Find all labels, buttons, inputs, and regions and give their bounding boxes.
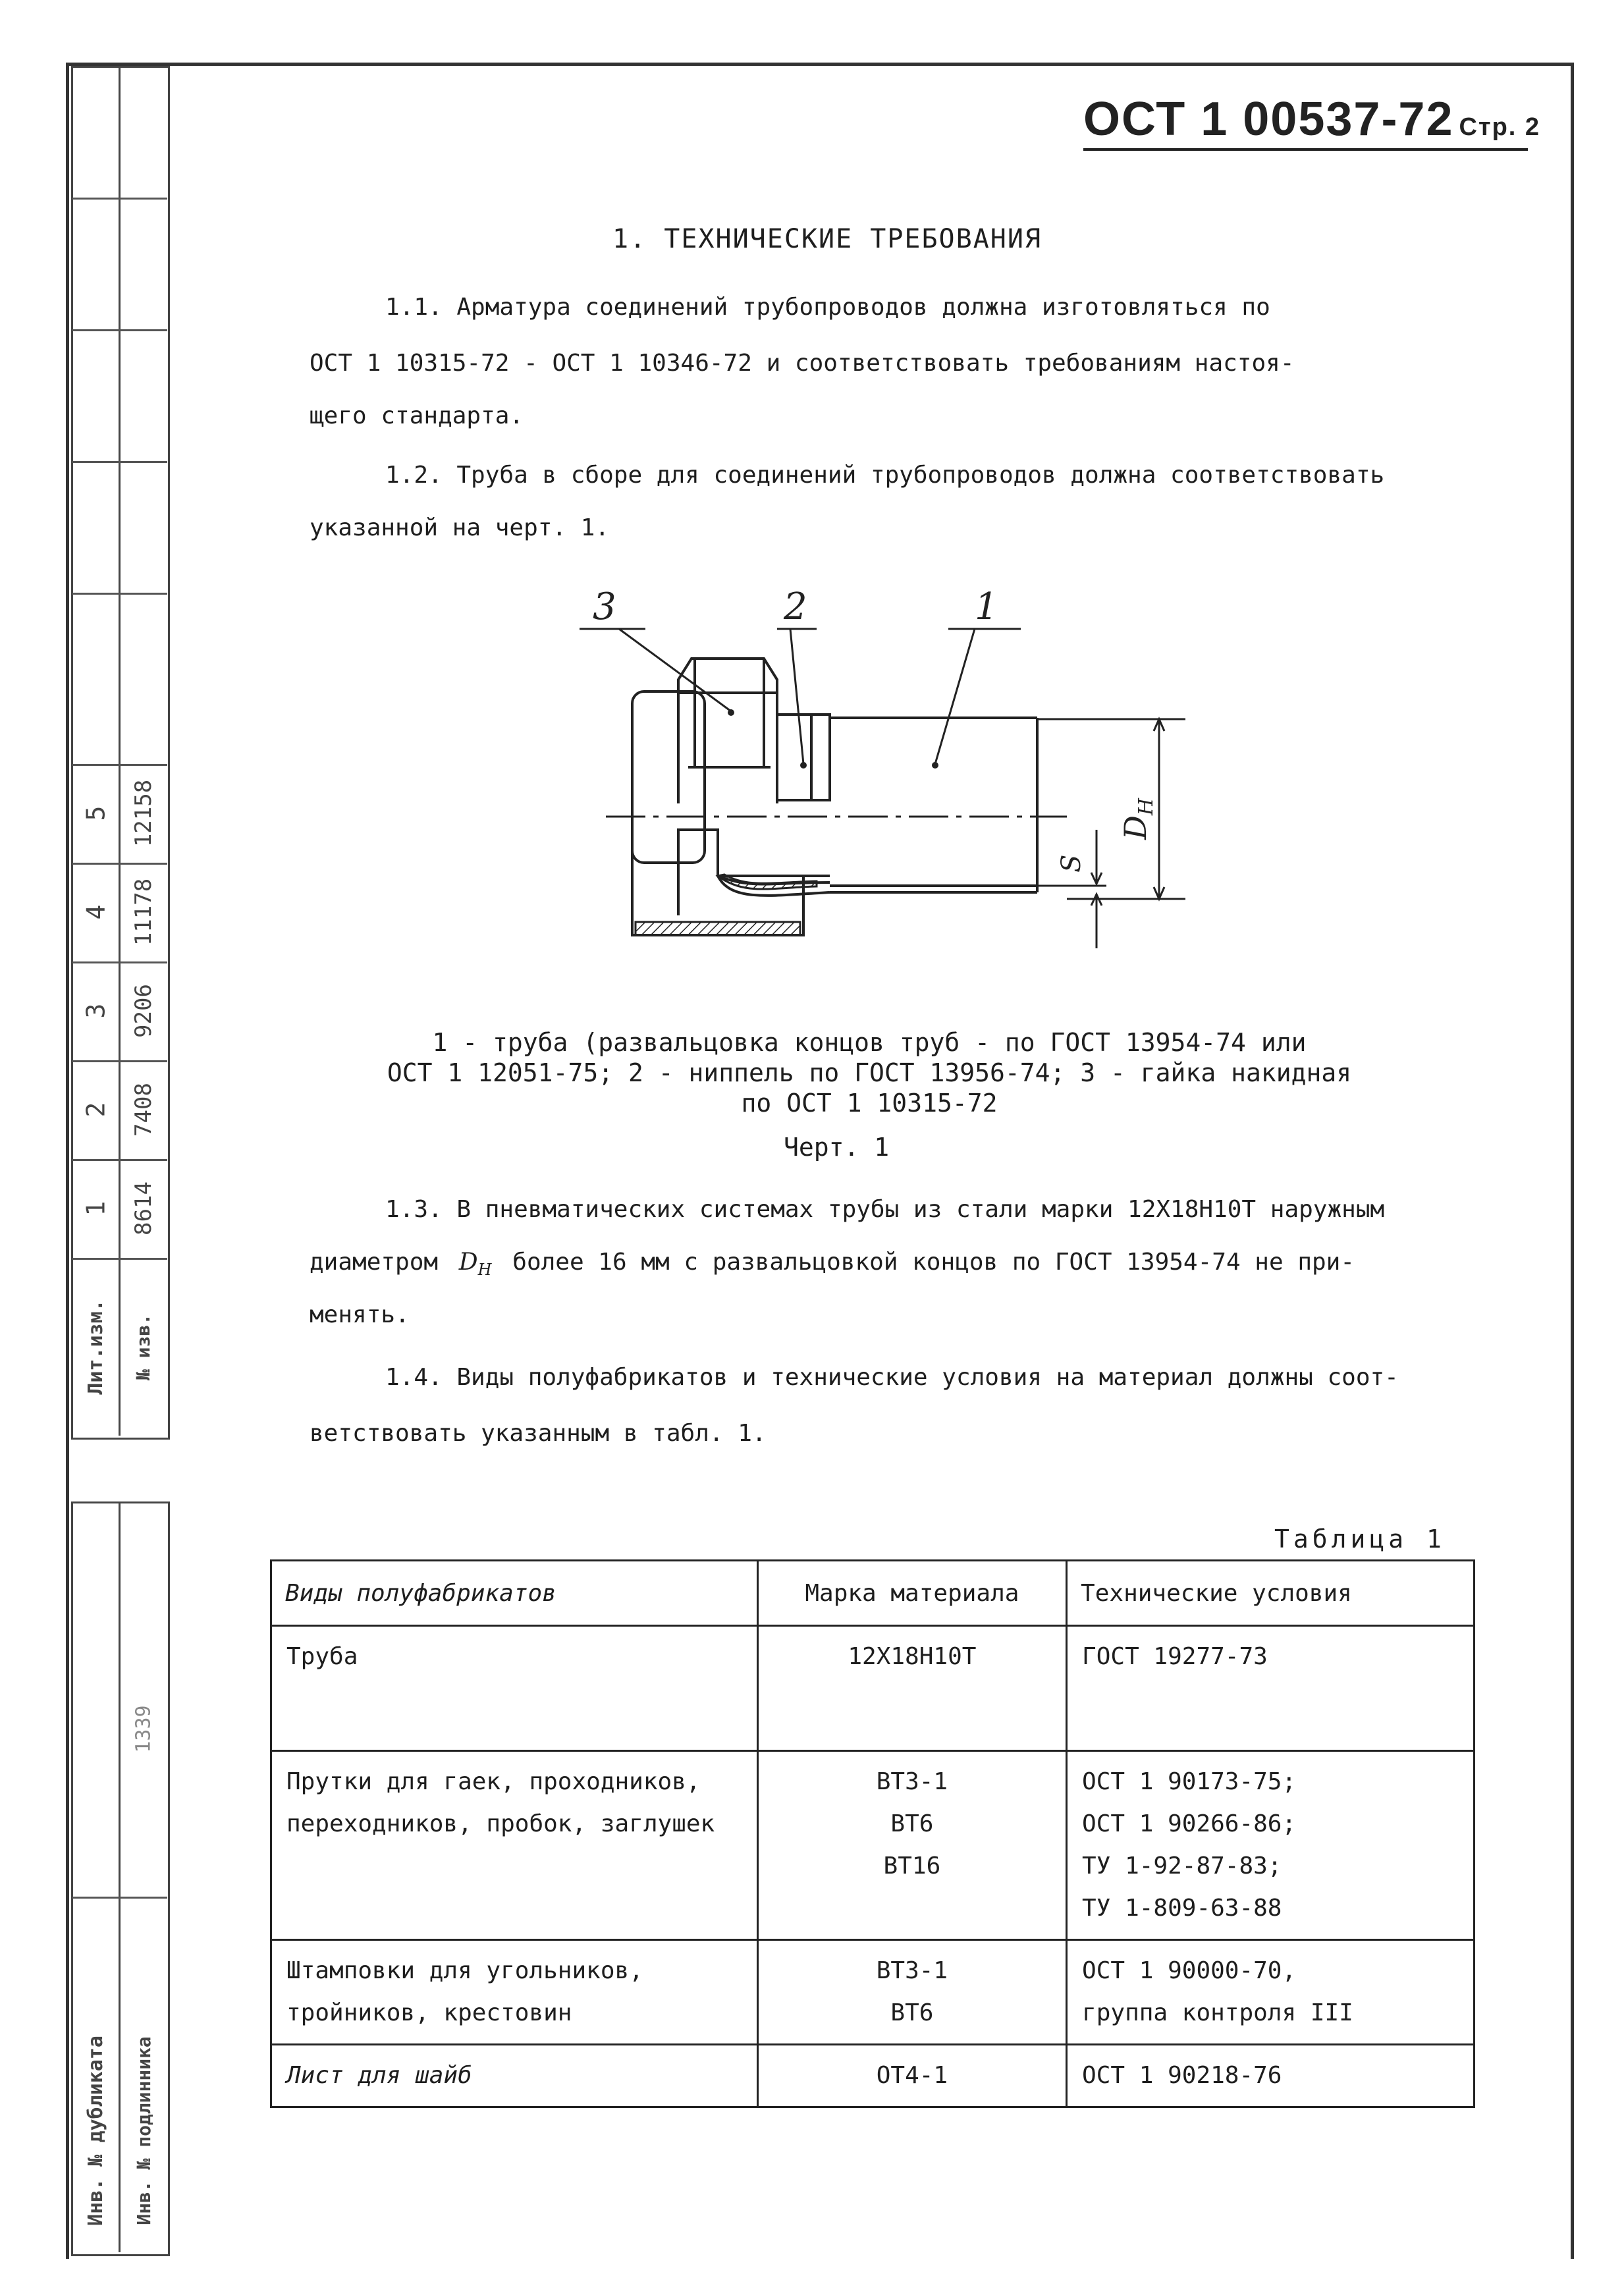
cell-spec: ГОСТ 19277-73	[1067, 1626, 1475, 1751]
nut-hex	[678, 659, 777, 693]
strip-line	[72, 764, 167, 766]
notice-4: 11178	[130, 878, 157, 946]
duplicate-inventory-label: Инв. № дубликата	[84, 2035, 107, 2226]
strip-line	[72, 461, 167, 463]
strip-line	[72, 198, 167, 200]
strip-line	[72, 1159, 167, 1161]
cell-grade: ОТ4-1	[757, 2045, 1066, 2107]
notice-1: 8614	[130, 1181, 157, 1235]
table-title: Таблица 1	[1274, 1525, 1446, 1554]
section-heading: 1. ТЕХНИЧЕСКИЕ ТРЕБОВАНИЯ	[612, 224, 1042, 254]
materials-table	[270, 1559, 1475, 2108]
rev-5: 5	[80, 805, 110, 821]
table-row	[271, 1940, 1475, 2045]
notice-5: 12158	[130, 779, 157, 848]
dim-s-label: S	[1056, 854, 1087, 873]
rev-3: 3	[80, 1003, 110, 1019]
strip-line	[72, 961, 167, 963]
strip-line	[72, 329, 167, 331]
cell-grade: ВТ3-1 ВТ6 ВТ16	[757, 1751, 1066, 1940]
cell-kind: Штамповки для угольников, тройников, крестовин	[271, 1940, 758, 2045]
callout-2: 2	[784, 585, 807, 628]
caption-line-2: ОСТ 1 12051-75; 2 - ниппель по ГОСТ 13956-74; 3 - гайка накидная	[387, 1058, 1352, 1087]
paragraph-3-line-2-rest: более 16 мм с развальцовкой концов по ГОСТ 13954-74 не при-	[512, 1249, 1355, 1276]
strip-line	[72, 1897, 167, 1899]
table-row	[271, 2045, 1475, 2107]
paragraph-1-line-2: ОСТ 1 10315-72 - ОСТ 1 10346-72 и соответствовать требованиям настоя-	[310, 350, 1295, 377]
rev-header-lit: Лит.изм.	[84, 1299, 107, 1395]
dh-symbol: $D_H$	[458, 1249, 492, 1280]
callout-1: 1	[975, 585, 998, 628]
strip-line	[72, 863, 167, 865]
dimension-s	[1037, 830, 1106, 948]
pipe-assembly-drawing	[553, 566, 1212, 975]
paragraph-4-line-1: 1.4. Виды полуфабрикатов и технические условия на материал должны соот-	[385, 1364, 1399, 1391]
strip-line	[72, 593, 167, 595]
paragraph-2-line-1: 1.2. Труба в сборе для соединений трубопроводов должна соответствовать	[385, 462, 1385, 489]
paragraph-1-line-3: щего стандарта.	[310, 402, 524, 429]
rev-4: 4	[80, 904, 110, 920]
rev-2: 2	[80, 1102, 110, 1118]
cell-grade: 12Х18Н10Т	[757, 1626, 1066, 1751]
cell-spec: ОСТ 1 90173-75; ОСТ 1 90266-86; ТУ 1-92-87-83; ТУ 1-809-63-88	[1067, 1751, 1475, 1940]
figure-caption	[310, 1027, 1429, 1118]
page-label: Стр. 2	[1459, 113, 1541, 141]
table-row	[271, 1626, 1475, 1751]
strip-line	[72, 1060, 167, 1062]
cell-grade: ВТ3-1 ВТ6	[757, 1940, 1066, 2045]
cell-spec: ОСТ 1 90000-70, группа контроля III	[1067, 1940, 1475, 2045]
callout-3: 3	[593, 585, 616, 628]
table-header-row	[271, 1561, 1475, 1626]
cell-kind: Труба	[271, 1626, 758, 1751]
nut-section-hatch	[636, 922, 800, 935]
figure-label: Черт. 1	[784, 1133, 890, 1162]
header-underline	[1083, 148, 1528, 151]
caption-line-1: 1 - труба (развальцовка концов труб - по ГОСТ 13954-74 или	[432, 1028, 1307, 1057]
document-number	[1083, 92, 1540, 146]
paragraph-3-line-2	[310, 1241, 1355, 1291]
table-row	[271, 1751, 1475, 1940]
dim-d-label: $D_H$	[1118, 798, 1158, 840]
cell-kind: Лист для шайб	[271, 2045, 758, 2107]
leader-3	[619, 629, 731, 711]
leader-2	[790, 629, 803, 764]
cell-kind: Прутки для гаек, проходников, переходников, пробок, заглушек	[271, 1751, 758, 1940]
paragraph-3-line-1: 1.3. В пневматических системах трубы из стали марки 12Х18Н10Т наружным	[385, 1196, 1385, 1223]
notice-header: № изв.	[132, 1313, 155, 1380]
inventory-number: 1339	[132, 1704, 155, 1753]
original-inventory-label: Инв. № подлинника	[132, 2036, 155, 2225]
paragraph-2-line-2: указанной на черт. 1.	[310, 514, 610, 541]
caption-line-3: по ОСТ 1 10315-72	[741, 1089, 998, 1118]
diameter-word: диаметром	[310, 1249, 439, 1276]
paragraph-3-line-3: менять.	[310, 1301, 410, 1328]
paragraph-1-line-1: 1.1. Арматура соединений трубопроводов должна изготовляться по	[385, 294, 1270, 321]
col-spec-header: Технические условия	[1067, 1561, 1475, 1626]
strip-line	[72, 1258, 167, 1260]
rev-1: 1	[80, 1201, 110, 1216]
doc-number-text: ОСТ 1 00537-72	[1083, 93, 1454, 146]
col-grade-header: Марка материала	[757, 1561, 1066, 1626]
notice-3: 9206	[130, 984, 157, 1038]
col-kind-header: Виды полуфабрикатов	[271, 1561, 758, 1626]
cell-spec: ОСТ 1 90218-76	[1067, 2045, 1475, 2107]
paragraph-4-line-2: ветствовать указанным в табл. 1.	[310, 1420, 767, 1447]
notice-2: 7408	[130, 1083, 157, 1137]
leader-1	[935, 629, 975, 764]
